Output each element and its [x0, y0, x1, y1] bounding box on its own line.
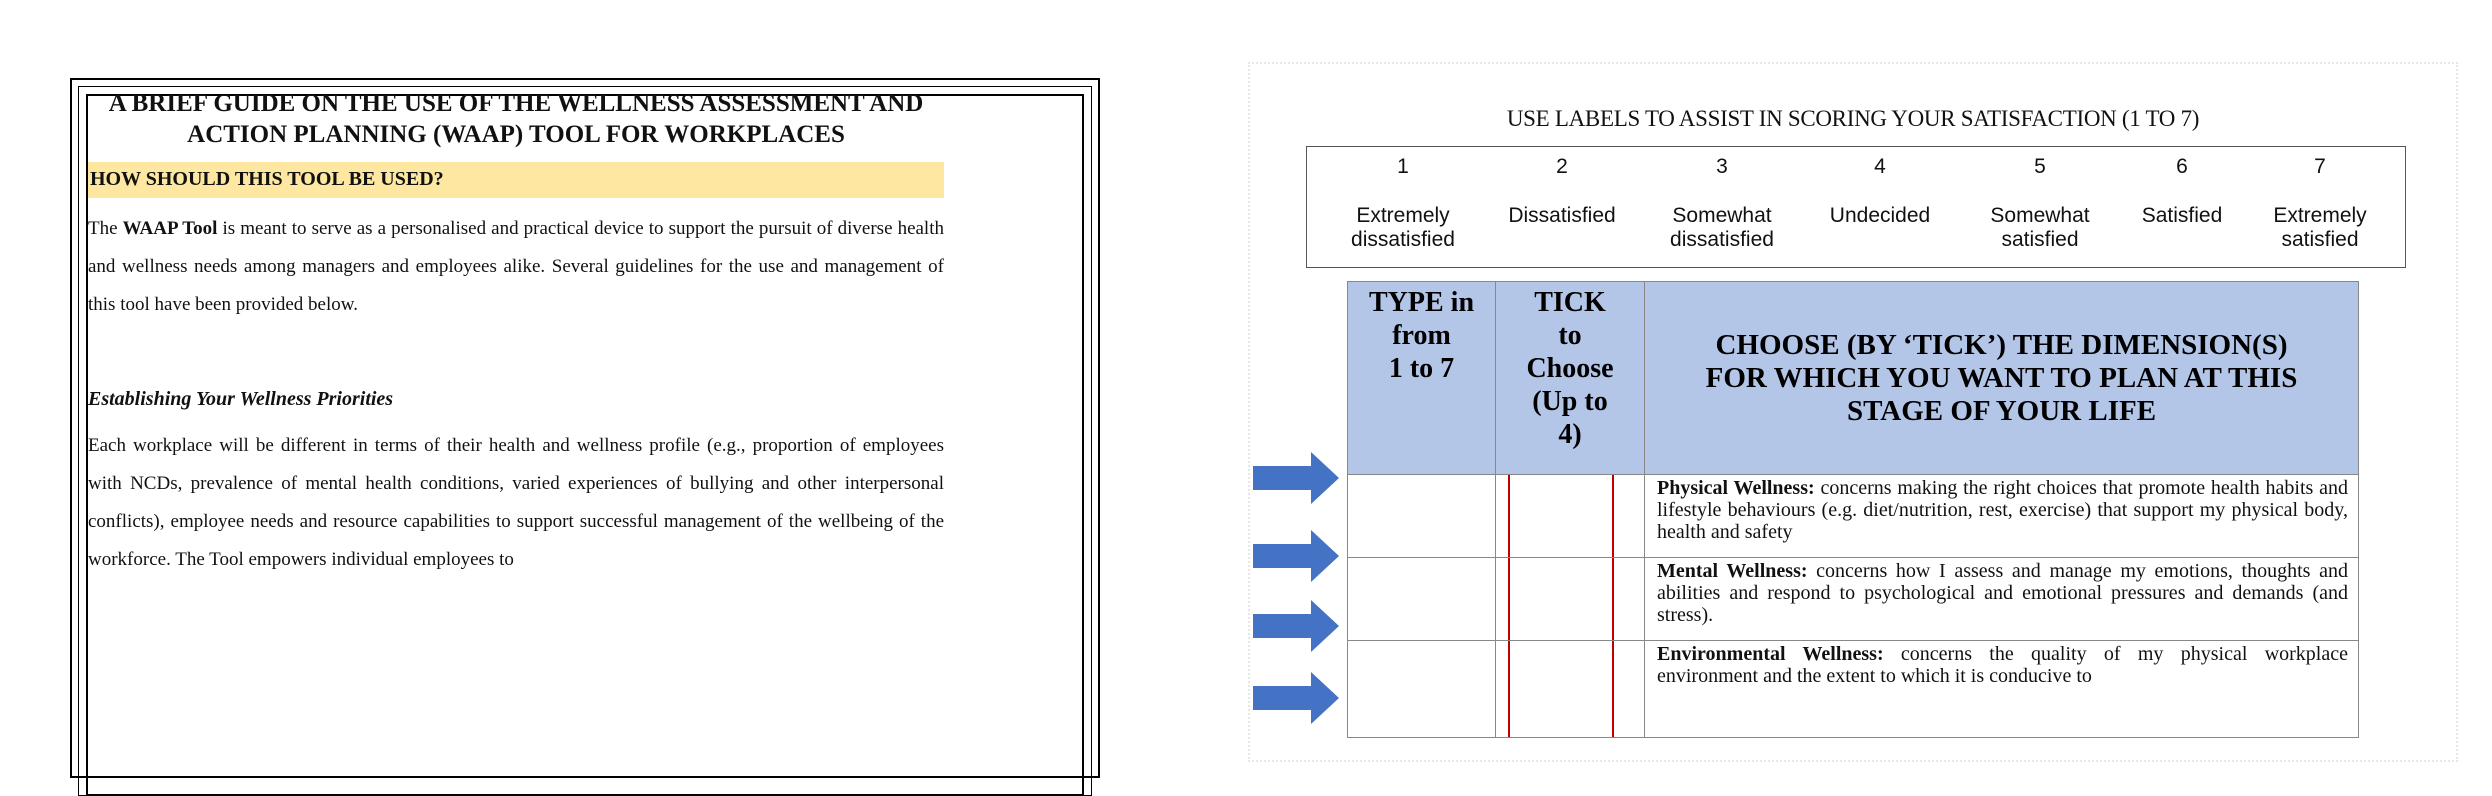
scale-label: Extremely satisfied — [2273, 204, 2367, 251]
table-row — [1348, 558, 2359, 641]
table-row — [1348, 641, 2359, 738]
scale-label: Dissatisfied — [1508, 204, 1616, 227]
scale-number: 2 — [1556, 155, 1568, 178]
intro-text-start: The — [88, 218, 123, 239]
scale-title: USE LABELS TO ASSIST IN SCORING YOUR SATISFACTION (1 TO 7) — [1506, 106, 2200, 131]
arrow-right-icon — [1253, 600, 1339, 652]
priorities-paragraph: Each workplace will be different in terms of their health and wellness profile (e.g., proportion of employees with NCDs, prevalence of mental health conditions, varied experiences of bullying and other interpersonal conflicts), employee needs and resource capabilities to support successful management of the wellbeing of the workforce. The Tool empowers individual employees to — [88, 435, 944, 570]
arrow-right-icon — [1253, 672, 1339, 724]
satisfaction-scale — [1306, 146, 2406, 268]
scale-number: 3 — [1716, 155, 1728, 178]
scale-number: 1 — [1397, 155, 1409, 178]
scale-number: 7 — [2314, 155, 2326, 178]
dimension-description: Environmental Wellness: concerns the quality of my physical workplace environment and the extent to which it is conducive to — [1645, 641, 2359, 738]
left-page-content — [88, 88, 944, 579]
scale-label: Satisfied — [2141, 204, 2223, 227]
dimension-description: Physical Wellness: concerns making the right choices that promote health habits and lifestyle behaviours (e.g. diet/nutrition, rest, exercise) that support my physical body, health and safety — [1645, 475, 2359, 558]
tick-checkbox-cell[interactable] — [1496, 475, 1645, 558]
scale-label: Undecided — [1829, 204, 1931, 227]
arrow-right-icon — [1253, 530, 1339, 582]
intro-bold-term: WAAP Tool — [122, 218, 218, 239]
scale-number: 6 — [2176, 155, 2188, 178]
score-input-cell[interactable] — [1348, 641, 1496, 738]
scale-label: Extremely dissatisfied — [1351, 204, 1455, 251]
table-header-row — [1348, 282, 2359, 475]
header-choose-dimension: CHOOSE (BY ‘TICK’) THE DIMENSION(S) FOR WHICH YOU WANT TO PLAN AT THIS STAGE OF YOUR LIFE — [1645, 282, 2359, 475]
title-line-2: ACTION PLANNING (WAAP) TOOL FOR WORKPLACES — [187, 121, 845, 148]
tick-checkbox-cell[interactable] — [1496, 558, 1645, 641]
wellness-dimension-table — [1347, 281, 2359, 738]
subheading: Establishing Your Wellness Priorities — [88, 388, 394, 410]
title-line-1: A BRIEF GUIDE ON THE USE OF THE WELLNESS ASSESSMENT AND — [108, 90, 924, 117]
header-tick-choose: TICK to Choose (Up to 4) — [1496, 282, 1645, 475]
table-row — [1348, 475, 2359, 558]
scale-label: Somewhat satisfied — [1990, 204, 2090, 251]
intro-paragraph — [88, 210, 944, 324]
header-type-score: TYPE in from 1 to 7 — [1348, 282, 1496, 475]
intro-text-rest: is meant to serve as a personalised and practical device to support the pursuit of diverse health and wellness needs among managers and employees alike. Several guidelines for the use and management of this tool have been provided below. — [88, 218, 944, 315]
score-input-cell[interactable] — [1348, 475, 1496, 558]
tick-checkbox-cell[interactable] — [1496, 641, 1645, 738]
scale-number: 5 — [2034, 155, 2046, 178]
scale-number: 4 — [1874, 155, 1886, 178]
arrow-right-icon — [1253, 452, 1339, 504]
scale-label: Somewhat dissatisfied — [1670, 204, 1774, 251]
dimension-description: Mental Wellness: concerns how I assess and manage my emotions, thoughts and abilities and respond to psychological and emotional pressures and demands (and stress). — [1645, 558, 2359, 641]
section-heading: HOW SHOULD THIS TOOL BE USED? — [88, 162, 944, 198]
document-title — [88, 88, 944, 150]
score-input-cell[interactable] — [1348, 558, 1496, 641]
